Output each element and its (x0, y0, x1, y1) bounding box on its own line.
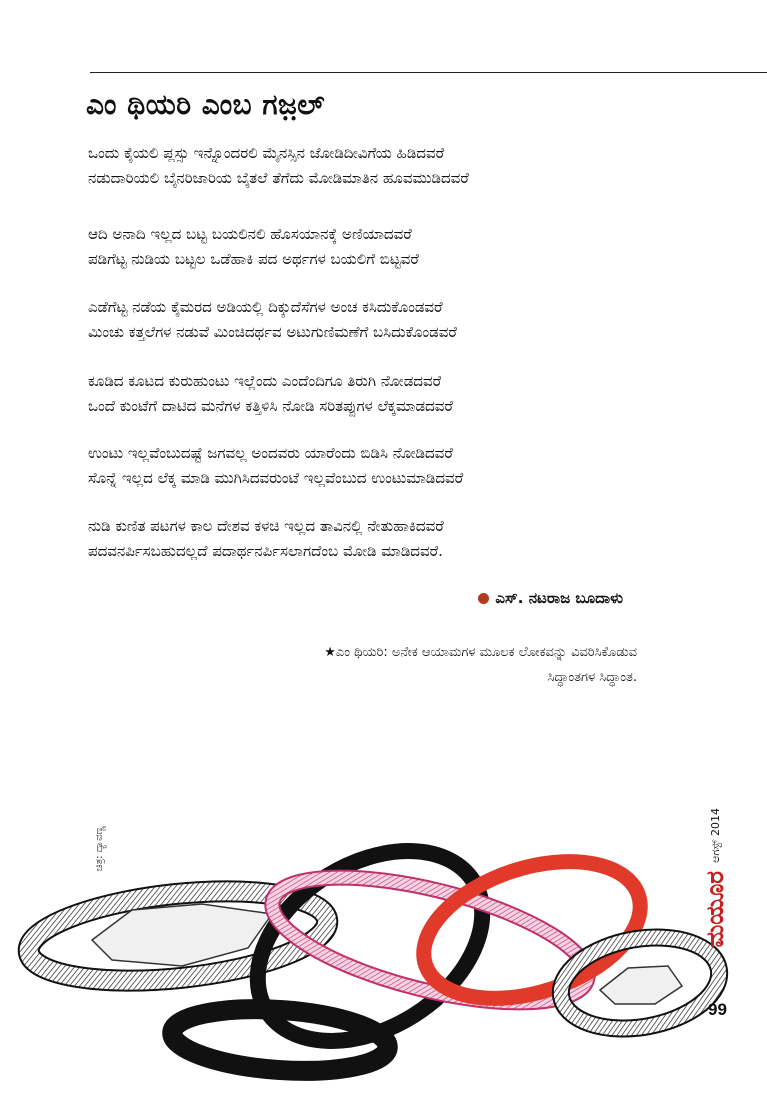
author-credit (478, 589, 623, 607)
stanza-1 (88, 141, 469, 191)
interlocking-rings-illustration (0, 818, 767, 1093)
poem-line: ಕೂಡಿದ ಕೂಟದ ಕುರುಹುಂಟು ಇಲ್ಲೆಂದು ಎಂದೆಂದಿಗೂ ತಿರುಗಿ ನೋಡದವರೆ (88, 372, 442, 390)
magazine-label (700, 808, 730, 998)
poem-line: ಉಂಟು ಇಲ್ಲವೆಂಬುದಷ್ಟೆ ಜಗವಲ್ಲ ಅಂದವರು ಯಾರೆಂದು ಬಿಡಿಸಿ ನೋಡಿದವರೆ (88, 444, 453, 462)
issue-date: ಆಗಸ್ಟ್ 2014 (708, 808, 722, 863)
poem-line: ನುಡಿ ಕುಣಿತ ಪಟಗಳ ಕಾಲ ದೇಶವ ಕಳಚಿ ಇಲ್ಲದ ತಾವಿನಲ್ಲಿ ನೇತುಹಾಕಿದವರೆ (88, 517, 444, 535)
magazine-name: ಮಯೂರ (701, 870, 729, 948)
stanza-2 (88, 222, 419, 272)
top-rule (90, 72, 767, 73)
bullet-dot-icon (478, 593, 489, 604)
author-name: ಎಸ್. ನಟರಾಜ ಬೂದಾಳು (495, 589, 623, 607)
poem-line: ನಡುದಾರಿಯಲಿ ಬೈನರಿಜಾರಿಯ ಬೈತಲೆ ತೆಗೆದು ಮೋಡಿಮಾತಿನ ಹೂವಮುಡಿದವರೆ (88, 169, 469, 187)
footnote (324, 640, 637, 690)
poem-line: ಒಂದು ಕೈಯಲಿ ಪ್ಲಸ್ಸು ಇನ್ನೊಂದರಲಿ ಮೈನಸ್ಸಿನ ಜೋಡಿದೀವಿಗೆಯ ಹಿಡಿದವರೆ (88, 144, 445, 162)
stanza-4 (88, 369, 453, 419)
poem-line: ಪದವನರ್ಪಿಸಬಹುದಲ್ಲದೆ ಪದಾರ್ಥನರ್ಪಿಸಲಾಗದೆಂಬ ಮೋಡಿ ಮಾಡಿದವರೆ. (88, 542, 443, 560)
poem-line: ಸೊನ್ನೆ ಇಲ್ಲದ ಲೆಕ್ಕ ಮಾಡಿ ಮುಗಿಸಿದವರುಂಟೆ ಇಲ್ಲವೆಂಬುದ ಉಂಟುಮಾಡಿದವರೆ (88, 469, 464, 487)
poem-line: ಒಂದೆ ಕುಂಟೆಗೆ ದಾಟಿದ ಮನೆಗಳ ಕತ್ತಿಳಿಸಿ ನೋಡಿ ಸರಿತಪ್ಪುಗಳ ಲೆಕ್ಕಮಾಡದವರೆ (88, 397, 453, 415)
poem-line: ಆದಿ ಅನಾದಿ ಇಲ್ಲದ ಬಟ್ಟ ಬಯಲಿನಲಿ ಹೊಸಯಾನಕ್ಕೆ ಅಣಿಯಾದವರೆ (88, 225, 412, 243)
poem-line: ಮಿಂಚು ಕತ್ತಲೆಗಳ ನಡುವೆ ಮಿಂಚಿದರ್ಥವ ಅಟುಗುಣಿಮಣೆಗೆ ಬಸಿದುಕೊಂಡವರೆ (88, 323, 457, 341)
illustration-credit: ಚಿತ್ರ: ದ್ಯಾವಣ್ಣ (94, 826, 105, 872)
poem-line: ಪಡಿಗೆಟ್ಟ ನುಡಿಯ ಬಟ್ಟಲ ಒಡೆಹಾಕಿ ಪದ ಅರ್ಥಗಳ ಬಯಲಿಗೆ ಬಿಟ್ಟವರೆ (88, 250, 419, 268)
footnote-line: ★ಎಂ ಥಿಯರಿ: ಅನೇಕ ಆಯಾಮಗಳ ಮೂಲಕ ಲೋಕವನ್ನು ವಿವರಿಸಿಕೊಡುವ (324, 645, 637, 660)
poem-title: ಎಂ ಥಿಯರಿ ಎಂಬ ಗಜ಼ಲ್ (86, 88, 326, 121)
footnote-line: ಸಿದ್ಧಾಂತಗಳ ಸಿದ್ಧಾಂತ. (547, 670, 637, 685)
poem-line: ಎಡೆಗೆಟ್ಟ ನಡೆಯ ಕೈಮರದ ಅಡಿಯಲ್ಲಿ ದಿಕ್ಕುದೆಸೆಗಳ ಅಂಚ ಕಸಿದುಕೊಂಡವರೆ (88, 298, 443, 316)
page-number: 99 (708, 1000, 727, 1019)
black-ring (223, 818, 517, 1080)
stanza-6 (88, 514, 444, 564)
stanza-3 (88, 295, 457, 345)
stanza-5 (88, 441, 463, 491)
